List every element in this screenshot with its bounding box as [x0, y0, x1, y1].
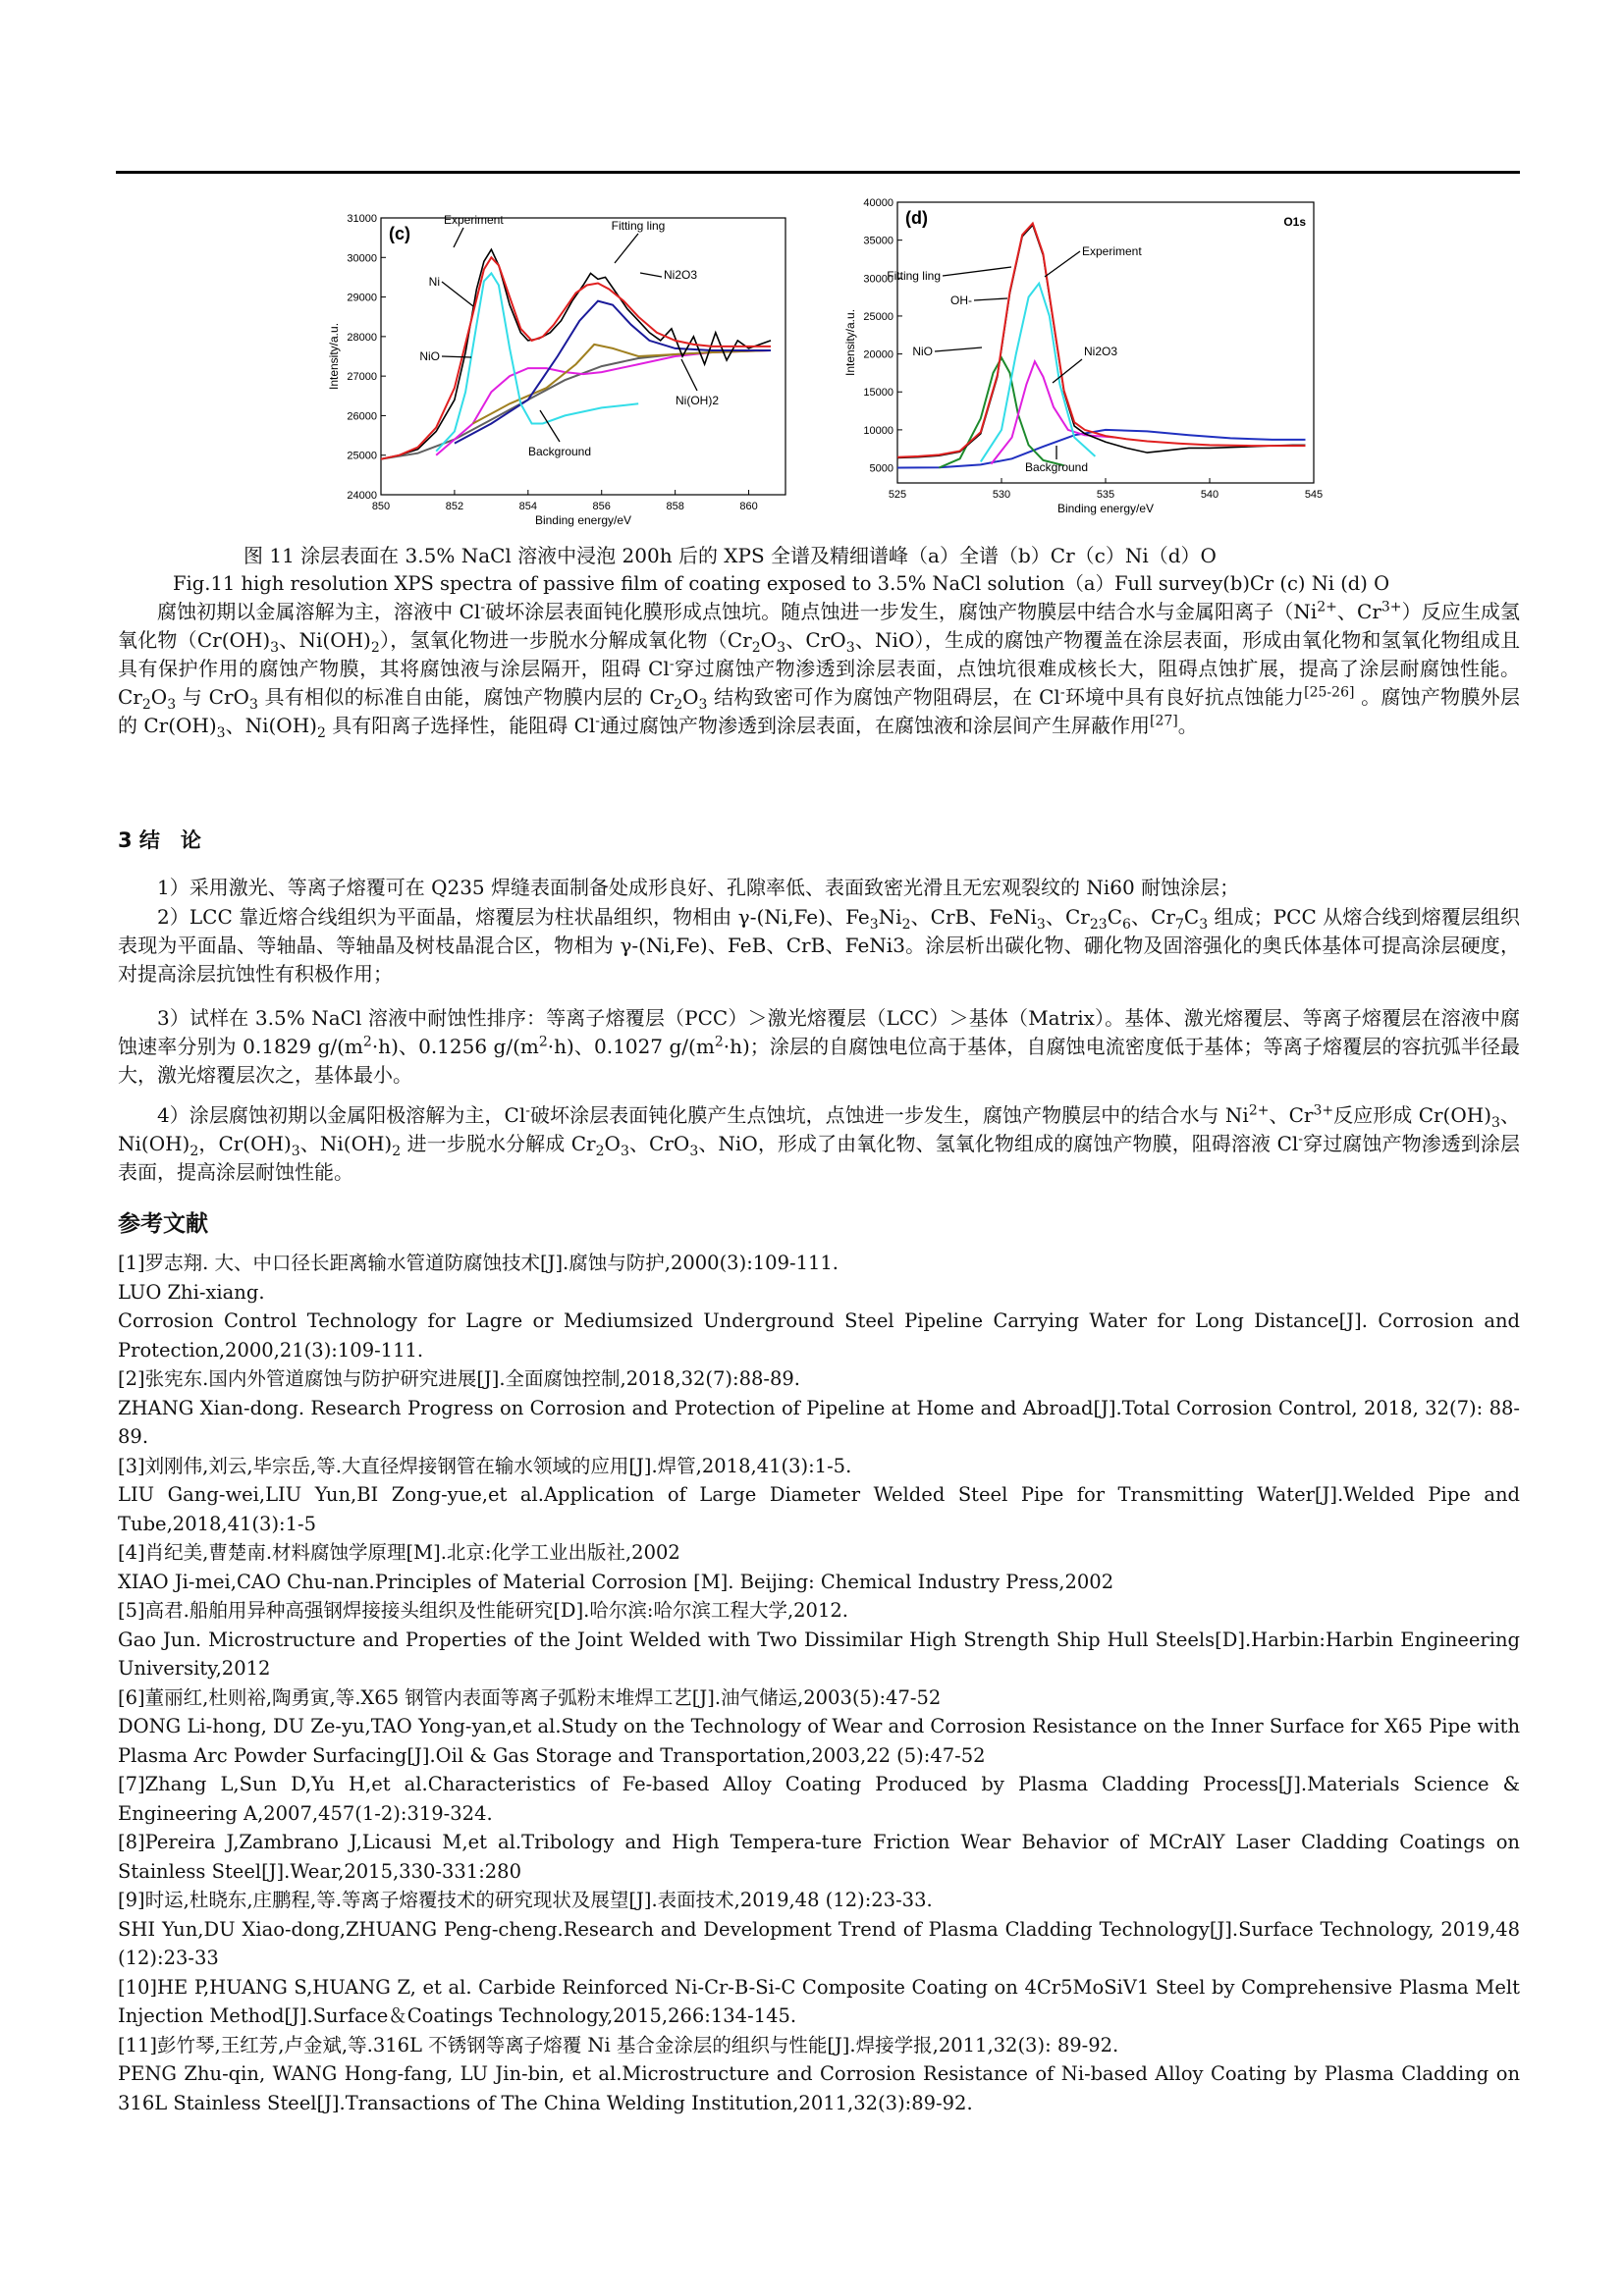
- y-tick-label: 28000: [347, 331, 377, 344]
- reference-entry: PENG Zhu-qin, WANG Hong-fang, LU Jin-bin, et al.Microstructure and Corrosion Resistance of Ni-based Alloy Coating by Plasma Cladding on 316L Stainless Steel[J].Transactions of The China Welding Institution,2011,32(3):89-92.: [118, 2062, 1520, 2114]
- reference-entry: [5]高君.船舶用异种高强钢焊接接头组织及性能研究[D].哈尔滨:哈尔滨工程大学,2012.: [118, 1599, 848, 1622]
- section-heading-conclusion: 3 结 论: [118, 828, 201, 852]
- figure-caption-cn: 图 11 涂层表面在 3.5% NaCl 溶液中浸泡 200h 后的 XPS 全谱及精细谱峰（a）全谱（b）Cr（c）Ni（d）O: [244, 544, 1217, 567]
- x-tick-label: 545: [1304, 489, 1324, 501]
- annotation-label: Ni(OH)2: [676, 394, 719, 407]
- reference-entry: [10]HE P,HUANG S,HUANG Z, et al. Carbide Reinforced Ni-Cr-B-Si-C Composite Coating on 4Cr5MoSiV1 Steel by Comprehensive Plasma Melt Injection Method[J].Surface＆Coatings Technology,2015,266:134-145.: [118, 1975, 1520, 2027]
- y-tick-label: 35000: [863, 235, 893, 247]
- y-tick-label: 25000: [863, 310, 893, 323]
- annotation-label: Experiment: [444, 213, 504, 227]
- xps-chart-d: [835, 190, 1326, 534]
- x-axis-label: Binding energy/eV: [1056, 502, 1155, 515]
- annotation-label: Fitting ling: [611, 219, 666, 233]
- y-axis-label: Intensity/a.u.: [843, 308, 857, 377]
- xps-chart-c: [316, 200, 797, 534]
- annotation-label: OH-: [950, 294, 972, 307]
- annotation-label: NiO: [912, 345, 933, 358]
- y-tick-label: 15000: [863, 387, 893, 400]
- y-tick-label: 24000: [347, 490, 377, 502]
- annotation-label: NiO: [419, 349, 440, 363]
- x-tick-label: 858: [666, 501, 684, 512]
- y-tick-label: 30000: [863, 273, 893, 286]
- conclusion-item-1: 1）采用激光、等离子熔覆可在 Q235 焊缝表面制备处成形良好、孔隙率低、表面致密光滑且无宏观裂纹的 Ni60 耐蚀涂层；: [157, 876, 1240, 899]
- y-tick-label: 26000: [347, 410, 377, 423]
- x-tick-label: 525: [888, 489, 907, 501]
- conclusion-item-3: 3）试样在 3.5% NaCl 溶液中耐蚀性排序：等离子熔覆层（PCC）＞激光熔覆层（LCC）＞基体（Matrix）。基体、激光熔覆层、等离子熔覆层在溶液中腐蚀速率分别为 0.1829 $g/(m^2\cdot h)$、0.1256 $g/(m^2\cdot h)$、0.1027 $g/(m^2\cdot h)$；涂层的自腐蚀电位高于基体，自腐蚀电流密度低于基体；等离子熔覆层的容抗弧半径最大，激光熔覆层次之，基体最小。: [118, 1006, 1521, 1087]
- y-tick-label: 20000: [863, 348, 893, 361]
- reference-entry: [7]Zhang L,Sun D,Yu H,et al.Characteristics of Fe-based Alloy Coating Produced by Plasma Cladding Process[J].Materials Science & Engineering A,2007,457(1-2):319-324.: [118, 1773, 1520, 1825]
- x-axis-label: Binding energy/eV: [534, 513, 632, 527]
- x-tick-label: 860: [739, 501, 758, 512]
- reference-entry: LUO Zhi-xiang.: [118, 1280, 265, 1304]
- reference-entry: [9]时运,杜晓东,庄鹏程,等.等离子熔覆技术的研究现状及展望[J].表面技术,2019,48 (12):23-33.: [118, 1889, 933, 1911]
- reference-entry: ZHANG Xian-dong. Research Progress on Corrosion and Protection of Pipeline at Home and Abroad[J].Total Corrosion Control, 2018, 32(7): 88- 89.: [118, 1396, 1520, 1448]
- section-heading-references: 参考文献: [118, 1211, 208, 1237]
- citation: [27]: [1150, 713, 1178, 729]
- x-tick-label: 535: [1096, 489, 1115, 501]
- annotation-label: Ni2O3: [1084, 345, 1118, 358]
- reference-entry: [4]肖纪美,曹楚南.材料腐蚀学原理[M].北京:化学工业出版社,2002: [118, 1541, 680, 1564]
- x-tick-label: 540: [1200, 489, 1219, 501]
- figure-caption-en: Fig.11 high resolution XPS spectra of passive film of coating exposed to 3.5% NaCl solution（a）Full survey(b)Cr (c) Ni (d) O: [173, 572, 1390, 595]
- reference-entry: DONG Li-hong, DU Ze-yu,TAO Yong-yan,et al.Study on the Technology of Wear and Corrosion Resistance on the Inner Surface for X65 Pipe with Plasma Arc Powder Surfacing[J].Oil & Gas Storage and Transportation,2003,22 (5):47-52: [118, 1715, 1520, 1767]
- x-tick-label: 856: [592, 501, 611, 512]
- annotation-label: Ni: [428, 275, 440, 289]
- annotation-label: Background: [1024, 460, 1089, 474]
- y-tick-label: 31000: [347, 213, 377, 225]
- annotation-label: Background: [527, 445, 592, 458]
- reference-entry: [1]罗志翔. 大、中口径长距离输水管道防腐蚀技术[J].腐蚀与防护,2000(3):109-111.: [118, 1252, 839, 1274]
- reference-list: [118, 1249, 1520, 2117]
- reference-entry: [2]张宪东.国内外管道腐蚀与防护研究进展[J].全面腐蚀控制,2018,32(7):88-89.: [118, 1367, 800, 1390]
- y-tick-label: 29000: [347, 292, 377, 304]
- x-tick-label: 852: [445, 501, 464, 512]
- y-tick-label: 25000: [347, 450, 377, 462]
- reference-entry: XIAO Ji-mei,CAO Chu-nan.Principles of Material Corrosion [M]. Beijing: Chemical Industry Press,2002: [118, 1570, 1114, 1593]
- conclusion-item-4: 4）涂层腐蚀初期以金属阳极溶解为主，Cl-破坏涂层表面钝化膜产生点蚀坑，点蚀进一步发生，腐蚀产物膜层中的结合水与 $Ni^{2+}$、$Cr^{3+}$反应形成 $Cr(OH)_3$、$Ni(OH)_2$，$Cr(OH)_3$、$Ni(OH)_2$ 进一步脱水分解成 $Cr_2O_3$、CrO$_3$、NiO，形成了由氧化物、氢氧化物组成的腐蚀产物膜，阻碍溶液 Cl-穿过腐蚀产物渗透到涂层表面，提高涂层耐蚀性能。: [118, 1102, 1521, 1184]
- reference-entry: Corrosion Control Technology for Lagre or Mediumsized Underground Steel Pipeline Carrying Water for Long Distance[J]. Corrosion and Protection,2000,21(3):109-111.: [118, 1309, 1520, 1362]
- reference-entry: SHI Yun,DU Xiao-dong,ZHUANG Peng-cheng.Research and Development Trend of Plasma Cladding Technology[J].Surface Technology, 2019,48 (12):23-33: [118, 1917, 1520, 1969]
- reference-entry: [11]彭竹琴,王红芳,卢金斌,等.316L 不锈钢等离子熔覆 Ni 基合金涂层的组织与性能[J].焊接学报,2011,32(3): 89-92.: [118, 2033, 1119, 2056]
- y-tick-label: 40000: [863, 197, 893, 209]
- annotation-label: Ni2O3: [664, 268, 698, 282]
- reference-entry: LIU Gang-wei,LIU Yun,BI Zong-yue,et al.Application of Large Diameter Welded Steel Pipe for Transmitting Water[J].Welded Pipe and Tube,2018,41(3):1-5: [118, 1483, 1520, 1535]
- annotation-label: Fitting ling: [887, 269, 941, 283]
- reference-entry: Gao Jun. Microstructure and Properties of the Joint Welded with Two Dissimilar High Strength Ship Hull Steels[D].Harbin:Harbin Engineering University,2012: [118, 1628, 1520, 1680]
- discussion-text: 腐蚀初期以金属溶解为主，溶液中 Cl: [157, 600, 481, 623]
- y-axis-label: Intensity/a.u.: [327, 322, 341, 391]
- reference-entry: [8]Pereira J,Zambrano J,Licausi M,et al.Tribology and High Tempera-ture Friction Wear Behavior of MCrAlY Laser Cladding Coatings on Stainless Steel[J].Wear,2015,330-331:280: [118, 1831, 1520, 1883]
- x-tick-label: 850: [371, 501, 391, 512]
- y-tick-label: 5000: [869, 462, 893, 475]
- panel-label: (c): [389, 224, 410, 243]
- y-tick-label: 10000: [863, 424, 893, 437]
- reference-entry: [3]刘刚伟,刘云,毕宗岳,等.大直径焊接钢管在输水领域的应用[J].焊管,2018,41(3):1-5.: [118, 1454, 852, 1477]
- panel-label: (d): [905, 208, 928, 228]
- reference-entry: [6]董丽红,杜则裕,陶勇寅,等.X65 钢管内表面等离子弧粉末堆焊工艺[J].油气储运,2003(5):47-52: [118, 1685, 942, 1709]
- x-tick-label: 854: [518, 501, 537, 512]
- conclusion-item-2: 2）LCC 靠近熔合线组织为平面晶，熔覆层为柱状晶组织，物相由 γ-(Ni,Fe)、$Fe_3Ni_2$、CrB、FeNi$_3$、$Cr_{23}C_6$、$Cr_7C_3$ 组成；PCC 从熔合线到熔覆层组织表现为平面晶、等轴晶、等轴晶及树枝晶混合区，物相为 γ-(Ni,Fe)、FeB、CrB、FeNi3。涂层析出碳化物、硼化物及固溶强化的奥氏体基体可提高涂层硬度，对提高涂层抗蚀性有积极作用；: [118, 905, 1520, 986]
- y-tick-label: 27000: [347, 371, 377, 384]
- annotation-label: Experiment: [1082, 244, 1142, 258]
- citation: [25-26]: [1304, 684, 1355, 701]
- corner-label: O1s: [1283, 215, 1306, 229]
- discussion-paragraph: 腐蚀初期以金属溶解为主，溶液中 Cl-破坏涂层表面钝化膜形成点蚀坑。随点蚀进一步发生，腐蚀产物膜层中结合水与金属阳离子（$Ni^{2+}$、$Cr^{3+}$）反应生成氢氧化物（$Cr(OH)_3$、$Ni(OH)_2$），氢氧化物进一步脱水分解成氧化物（$Cr_2O_3$、CrO$_3$、NiO），生成的腐蚀产物覆盖在涂层表面，形成由氧化物和氢氧化物组成且具有保护作用的腐蚀产物膜，其将腐蚀液与涂层隔开，阻碍 Cl-穿过腐蚀产物渗透到涂层表面，点蚀坑很难成核长大，阻碍点蚀扩展，提高了涂层耐腐蚀性能。$Cr_2O_3$ 与 CrO$_3$ 具有相似的标准自由能，腐蚀产物膜内层的 $Cr_2O_3$ 结构致密可作为腐蚀产物阻碍层，在 Cl-环境中具有良好抗点蚀能力[25-26] 。腐蚀产物膜外层的 $Cr(OH)_3$、$Ni(OH)_2$ 具有阳离子选择性，能阻碍 Cl-通过腐蚀产物渗透到涂层表面，在腐蚀液和涂层间产生屏蔽作用[27]。: [118, 599, 1521, 741]
- y-tick-label: 30000: [347, 252, 377, 265]
- x-tick-label: 530: [992, 489, 1011, 501]
- header-rule: [116, 171, 1520, 174]
